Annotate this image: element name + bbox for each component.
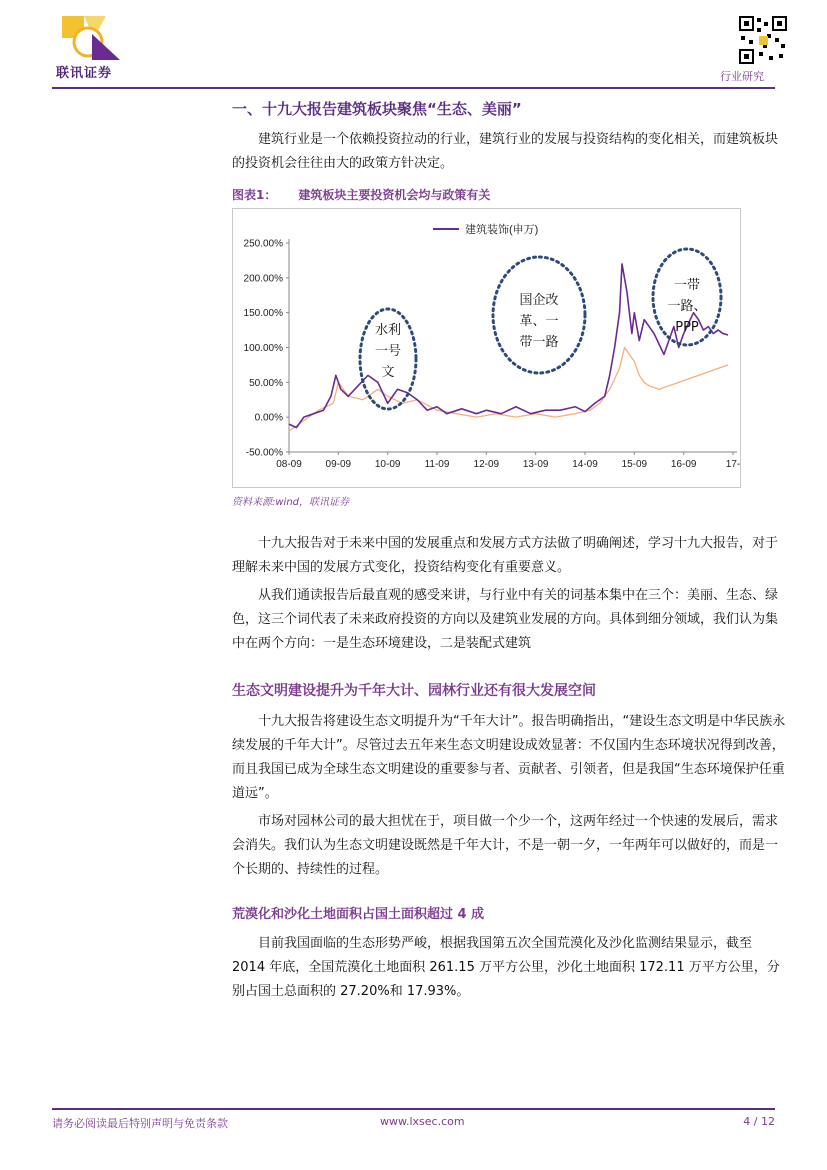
section-heading-3: 荒漠化和沙化土地面积占国土面积超过 4 成 <box>232 907 485 922</box>
x-tick-label: 15-09 <box>621 459 648 470</box>
company-logo <box>58 12 124 62</box>
footer-disclaimer: 请务必阅读最后特别声明与免责条款 <box>52 1117 228 1130</box>
footer-website[interactable]: www.lxsec.com <box>380 1115 465 1128</box>
x-tick-label: 08-09 <box>276 459 302 470</box>
section1b-text <box>232 532 788 656</box>
logo-text: 联讯证券 <box>56 66 113 81</box>
x-tick-label: 10-09 <box>374 459 401 470</box>
chart-canvas <box>233 209 740 487</box>
legend-label: 建筑装饰(申万) <box>465 224 539 236</box>
section1-text <box>232 128 788 176</box>
paragraph: 目前我国面临的生态形势严峻，根据我国第五次全国荒漠化及沙化监测结果显示，截至 2014 年底，全国荒漠化土地面积 261.15 万平方公里，沙化土地面积 172.11 万平方公里，分别占国土总面积的 27.20%和 17.93%。 <box>232 936 780 999</box>
figure-title <box>232 186 512 203</box>
y-tick-label: 0.00% <box>254 412 283 424</box>
annotation-text: 水利一号文 <box>374 323 402 380</box>
x-tick-label: 13-09 <box>522 459 549 470</box>
x-tick-label: 12-09 <box>473 459 500 470</box>
footer-divider <box>52 1108 775 1110</box>
annotation-text: 国企改革、一带一路 <box>519 293 559 350</box>
x-tick-label: 11-09 <box>424 459 450 470</box>
section2-text <box>232 710 788 882</box>
line-chart <box>232 208 741 488</box>
y-tick-label: 200.00% <box>243 273 283 285</box>
y-tick-label: 50.00% <box>249 377 283 389</box>
paragraph: 十九大报告将建设生态文明提升为“千年大计”。报告明确指出，“建设生态文明是中华民族永续发展的千年大计”。尽管过去五年来生态文明建设成效显著：不仅国内生态环境状况得到改善，而且我国已成为全球生态文明建设的重要参与者、贡献者、引领者，但是我国“生态环境保护任重道远”。 <box>232 714 786 801</box>
y-tick-label: -50.00% <box>245 447 283 459</box>
figure-caption: 建筑板块主要投资机会均与政策有关 <box>298 188 491 202</box>
series-line-1 <box>289 264 728 428</box>
y-tick-label: 100.00% <box>243 343 283 354</box>
x-tick-label: 09-09 <box>325 459 352 470</box>
figure-source: 资料来源:wind，联讯证券 <box>232 497 350 508</box>
paragraph: 建筑行业是一个依赖投资拉动的行业，建筑行业的发展与投资结构的变化相关，而建筑板块的投资机会往往由大的政策方针决定。 <box>232 132 779 171</box>
header-divider <box>52 87 775 89</box>
y-tick-label: 250.00% <box>243 238 283 250</box>
paragraph: 从我们通读报告后最直观的感受来讲，与行业中有关的词基本集中在三个：美丽、生态、绿色，这三个词代表了未来政府投资的方向以及建筑业发展的方向。具体到细分领域，我们认为集中在两个方向：一是生态环境建设，二是装配式建筑 <box>232 588 779 651</box>
paragraph: 市场对园林公司的最大担忧在于，项目做一个少一个，这两年经过一个快速的发展后，需求会消失。我们认为生态文明建设既然是千年大计，不是一朝一夕，一年两年可以做好的，而是一个长期的、持续性的过程。 <box>232 814 779 877</box>
x-tick-label: 14-09 <box>572 459 598 470</box>
section-heading-1: 一、十九大报告建筑板块聚焦“生态、美丽” <box>232 100 522 118</box>
page-number: 4 / 12 <box>743 1115 775 1128</box>
figure-label: 图表1： <box>232 188 277 202</box>
qr-code-icon <box>739 16 787 64</box>
x-tick-label: 16-09 <box>670 459 697 470</box>
annotation-text: 一带一路、 PPP <box>667 278 707 335</box>
y-tick-label: 150.00% <box>243 308 283 320</box>
section-heading-2: 生态文明建设提升为千年大计、园林行业还有很大发展空间 <box>232 683 596 699</box>
paragraph: 十九大报告对于未来中国的发展重点和发展方式方法做了明确阐述，学习十九大报告，对于理解未来中国的发展方式变化，投资结构变化有重要意义。 <box>232 536 779 575</box>
section3-text <box>232 932 788 1004</box>
section-label: 行业研究 <box>720 70 764 83</box>
x-tick-label: 17- <box>725 459 740 470</box>
